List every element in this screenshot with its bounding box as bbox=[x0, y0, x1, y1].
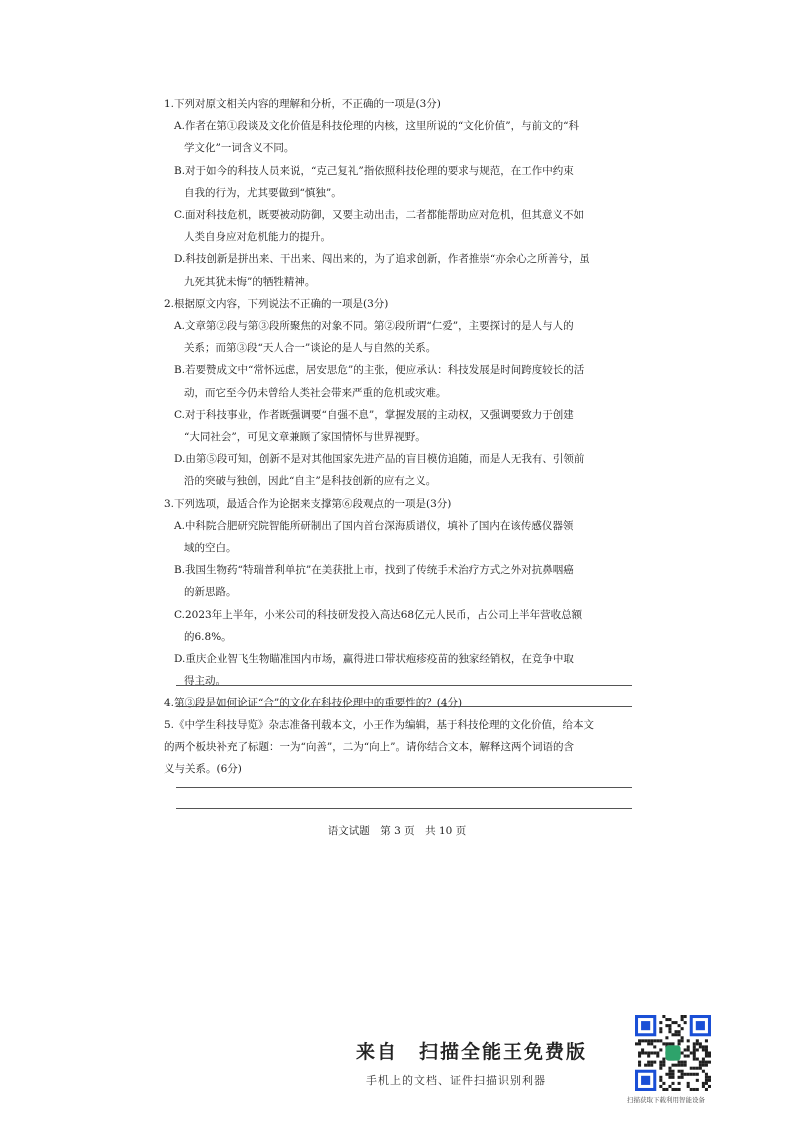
text-line: D.科技创新是拼出来、干出来、闯出来的，为了追求创新，作者推崇“亦余心之所善兮，虽 bbox=[174, 253, 590, 266]
answer-line-q5-1 bbox=[176, 787, 632, 788]
text-line: 1.下列对原文相关内容的理解和分析，不正确的一项是(3分) bbox=[164, 98, 441, 110]
text-line: 关系；而第③段“天人合一”谈论的是人与自然的关系。 bbox=[184, 342, 437, 355]
question-5 bbox=[164, 714, 636, 781]
text-line: 人类自身应对危机能力的提升。 bbox=[184, 231, 331, 244]
answer-line-q5-2 bbox=[176, 808, 632, 809]
qr-caption: 扫描获取下载利用智能设备 bbox=[627, 1096, 705, 1104]
text-line: A.作者在第①段谈及文化价值是科技伦理的内核，这里所说的“文化价值”，与前文的“科 bbox=[174, 120, 580, 133]
text-line: A.中科院合肥研究院智能所研制出了国内首台深海质谱仪，填补了国内在该传感仪器领 bbox=[174, 519, 574, 532]
text-line: D.由第⑤段可知，创新不是对其他国家先进产品的盲目模仿追随，而是人无我有、引领前 bbox=[174, 453, 585, 466]
text-line: 2.根据原文内容，下列说法不正确的一项是(3分) bbox=[164, 297, 389, 310]
text-line: C.对于科技事业，作者既强调要“自强不息”，掌握发展的主动权，又强调要致力于创建 bbox=[174, 408, 574, 421]
answer-line-q4-2 bbox=[176, 706, 632, 707]
text-line: 的新思路。 bbox=[184, 586, 237, 599]
text-line: 动，而它至今仍未曾给人类社会带来严重的危机或灾难。 bbox=[184, 386, 447, 399]
text-line: 3.下列选项，最适合作为论据来支撑第⑥段观点的一项是(3分) bbox=[164, 497, 452, 510]
scanner-brand: 来自 扫描全能王免费版 bbox=[356, 1041, 588, 1063]
text-line: 4.第③段是如何论证“合”的文化在科技伦理中的重要性的？(4分) bbox=[164, 697, 463, 710]
q5-line-2: 的两个板块补充了标题：一为“向善”，二为“向上”。请你结合文本，解释这两个词语的含 bbox=[164, 741, 574, 754]
text-line: 沿的突破与独创，因此“自主”是科技创新的应有之义。 bbox=[184, 475, 437, 488]
text-line: B.若要赞成文中“常怀远虑，居安思危”的主张，便应承认：科技发展是时间跨度较长的活 bbox=[174, 364, 585, 377]
text-line: A.文章第②段与第③段所聚焦的对象不同。第②段所谓“仁爱”，主要探讨的是人与人的 bbox=[174, 320, 574, 333]
page-footer: 语文试题 第 3 页 共 10 页 bbox=[327, 825, 467, 837]
text-line: 的6.8%。 bbox=[184, 630, 232, 643]
scanner-tagline: 手机上的文档、证件扫描识别利器 bbox=[366, 1074, 546, 1087]
text-line: 自我的行为，尤其要做到“慎独”。 bbox=[184, 186, 342, 199]
text-line: 域的空白。 bbox=[184, 542, 237, 555]
question-content bbox=[164, 93, 636, 715]
text-line: C.2023年上半年，小米公司的科技研发投入高达68亿元人民币，占公司上半年营收总额 bbox=[174, 608, 583, 621]
q5-line-1: 5.《中学生科技导览》杂志准备刊载本文，小王作为编辑，基于科技伦理的文化价值，给本文 bbox=[164, 719, 595, 731]
text-line: 得主动。 bbox=[184, 675, 226, 688]
text-line: 学文化”一词含义不同。 bbox=[184, 142, 295, 155]
text-line: C.面对科技危机，既要被动防御，又要主动出击，二者都能帮助应对危机，但其意义不如 bbox=[174, 209, 584, 222]
q5-line-3: 义与关系。(6分) bbox=[164, 763, 242, 776]
text-line: 九死其犹未悔”的牺牲精神。 bbox=[184, 275, 316, 288]
answer-line-q4-1 bbox=[176, 685, 632, 686]
qr-code-icon[interactable] bbox=[635, 1015, 711, 1091]
text-line: B.对于如今的科技人员来说，“克己复礼”指依照科技伦理的要求与规范，在工作中约束 bbox=[174, 164, 574, 177]
text-line: D.重庆企业智飞生物瞄准国内市场，赢得进口带状疱疹疫苗的独家经销权，在竞争中取 bbox=[174, 653, 574, 666]
text-line: B.我国生物药“特瑞普利单抗”在美获批上市，找到了传统手术治疗方式之外对抗鼻咽癌 bbox=[174, 564, 574, 577]
text-line: “大同社会”，可见文章兼顾了家国情怀与世界视野。 bbox=[184, 431, 426, 444]
